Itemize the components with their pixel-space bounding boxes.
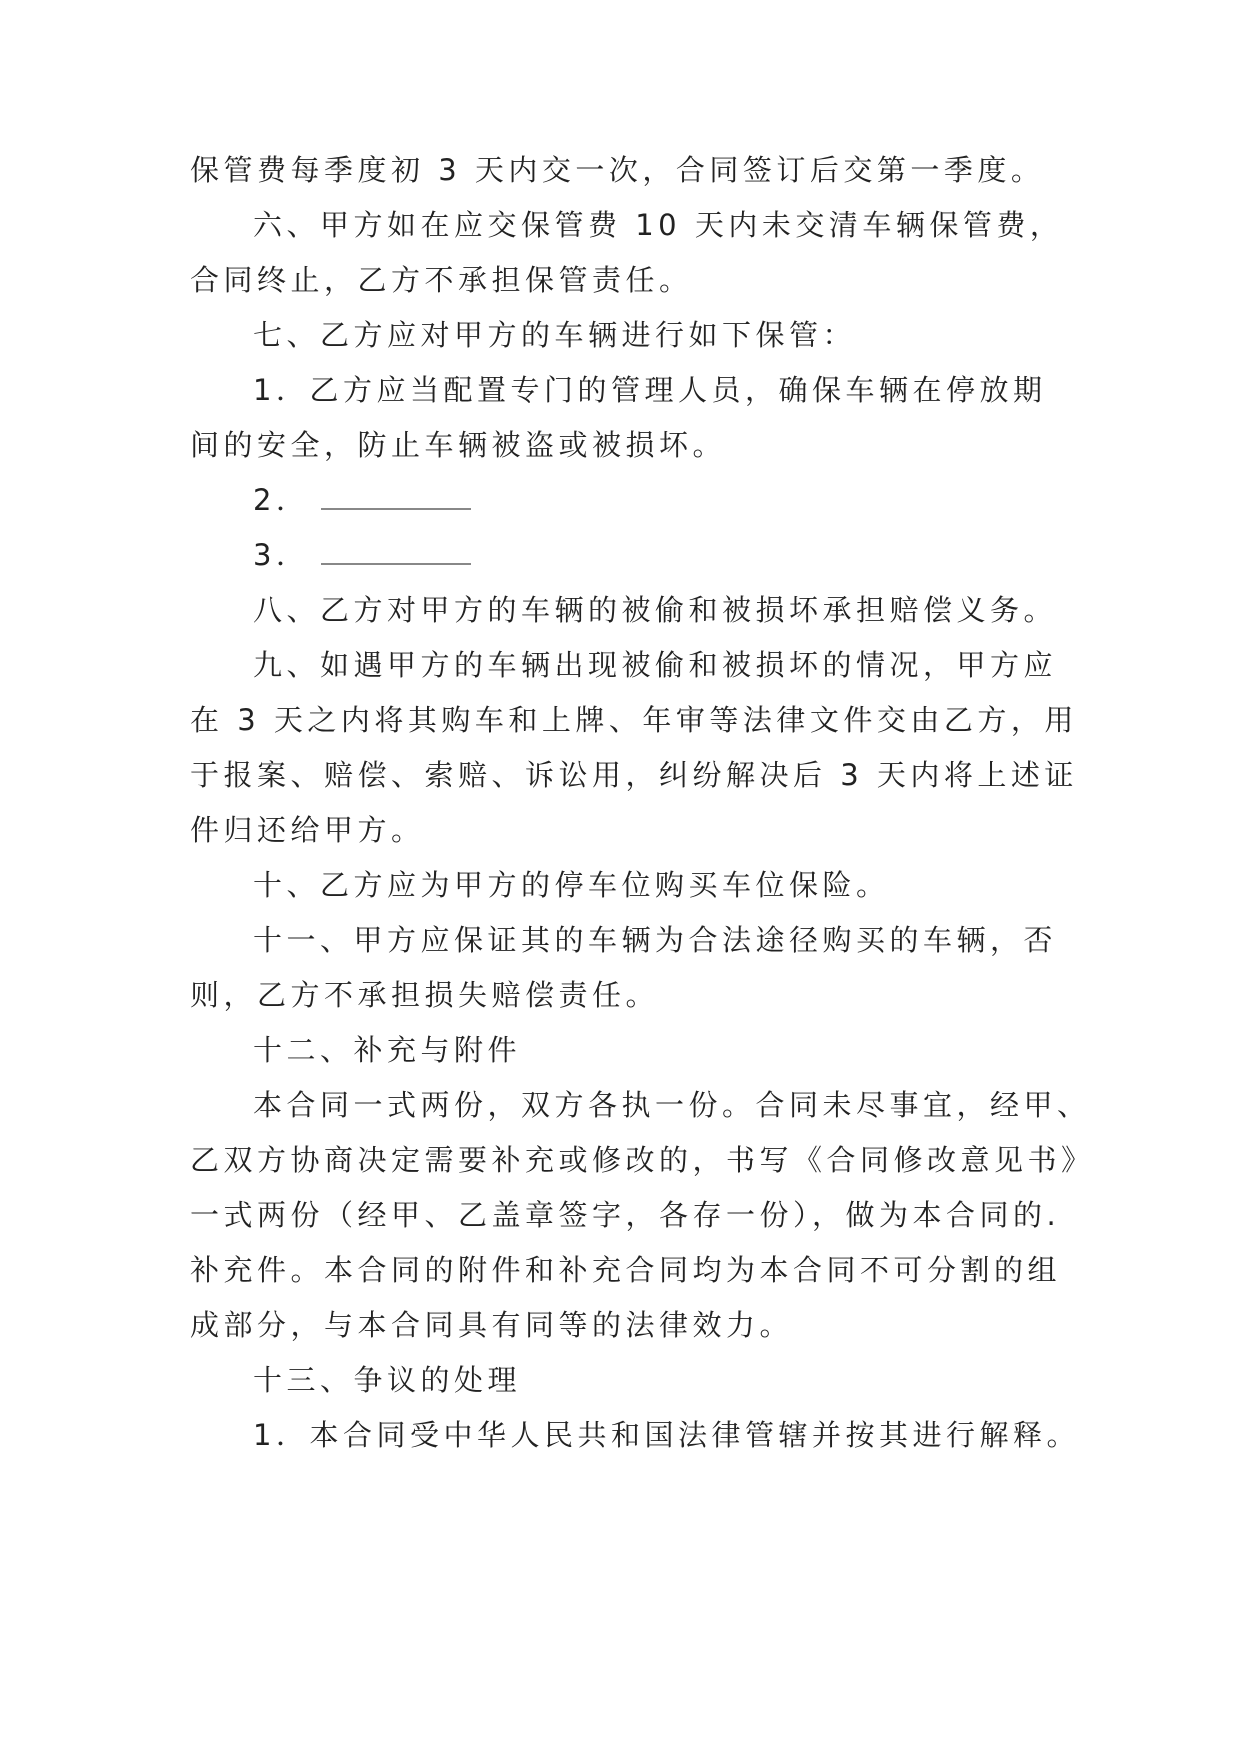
paragraph-line: 九、如遇甲方的车辆出现被偷和被损坏的情况，甲方应 [253,648,1058,682]
paragraph-line: 六、甲方如在应交保管费 10 天内未交清车辆保管费， [253,208,1064,242]
list-number: 3． [253,538,310,572]
paragraph-line: 1．本合同受中华人民共和国法律管辖并按其进行解释。 [253,1418,1080,1452]
paragraph-line: 十、乙方应为甲方的停车位购买车位保险。 [253,868,890,902]
paragraph-line: 成部分，与本合同具有同等的法律效力。 [190,1308,794,1342]
paragraph-line: 于报案、赔偿、索赔、诉讼用，纠纷解决后 3 天内将上述证 [190,758,1078,792]
paragraph-line: 十一、甲方应保证其的车辆为合法途径购买的车辆，否 [253,923,1058,957]
paragraph-line: 一式两份（经甲、乙盖章签字，各存一份），做为本合同的. [190,1198,1061,1232]
paragraph-line: 1．乙方应当配置专门的管理人员，确保车辆在停放期 [253,373,1047,407]
paragraph-line: 件归还给甲方。 [190,813,425,847]
paragraph-line: 本合同一式两份，双方各执一份。合同未尽事宜，经甲、 [253,1088,1091,1122]
paragraph-line: 合同终止，乙方不承担保管责任。 [190,263,693,297]
paragraph-line: 八、乙方对甲方的车辆的被偷和被损坏承担赔偿义务。 [253,593,1058,627]
paragraph-line: 间的安全，防止车辆被盗或被损坏。 [190,428,727,462]
paragraph-line: 则，乙方不承担损失赔偿责任。 [190,978,660,1012]
paragraph-line: 在 3 天之内将其购车和上牌、年审等法律文件交由乙方，用 [190,703,1078,737]
paragraph-line: 乙双方协商决定需要补充或修改的，书写《合同修改意见书》 [190,1143,1095,1177]
paragraph-line: 补充件。本合同的附件和补充合同均为本合同不可分割的组 [190,1253,1062,1287]
section-heading: 十三、争议的处理 [253,1363,522,1397]
fill-in-blank [321,506,471,510]
list-number: 2． [253,483,310,517]
blank-item-line [253,480,471,520]
fill-in-blank [321,561,471,565]
blank-item-line [253,535,471,575]
paragraph-line: 七、乙方应对甲方的车辆进行如下保管： [253,318,857,352]
section-heading: 十二、补充与附件 [253,1033,522,1067]
paragraph-line: 保管费每季度初 3 天内交一次，合同签订后交第一季度。 [190,153,1045,187]
